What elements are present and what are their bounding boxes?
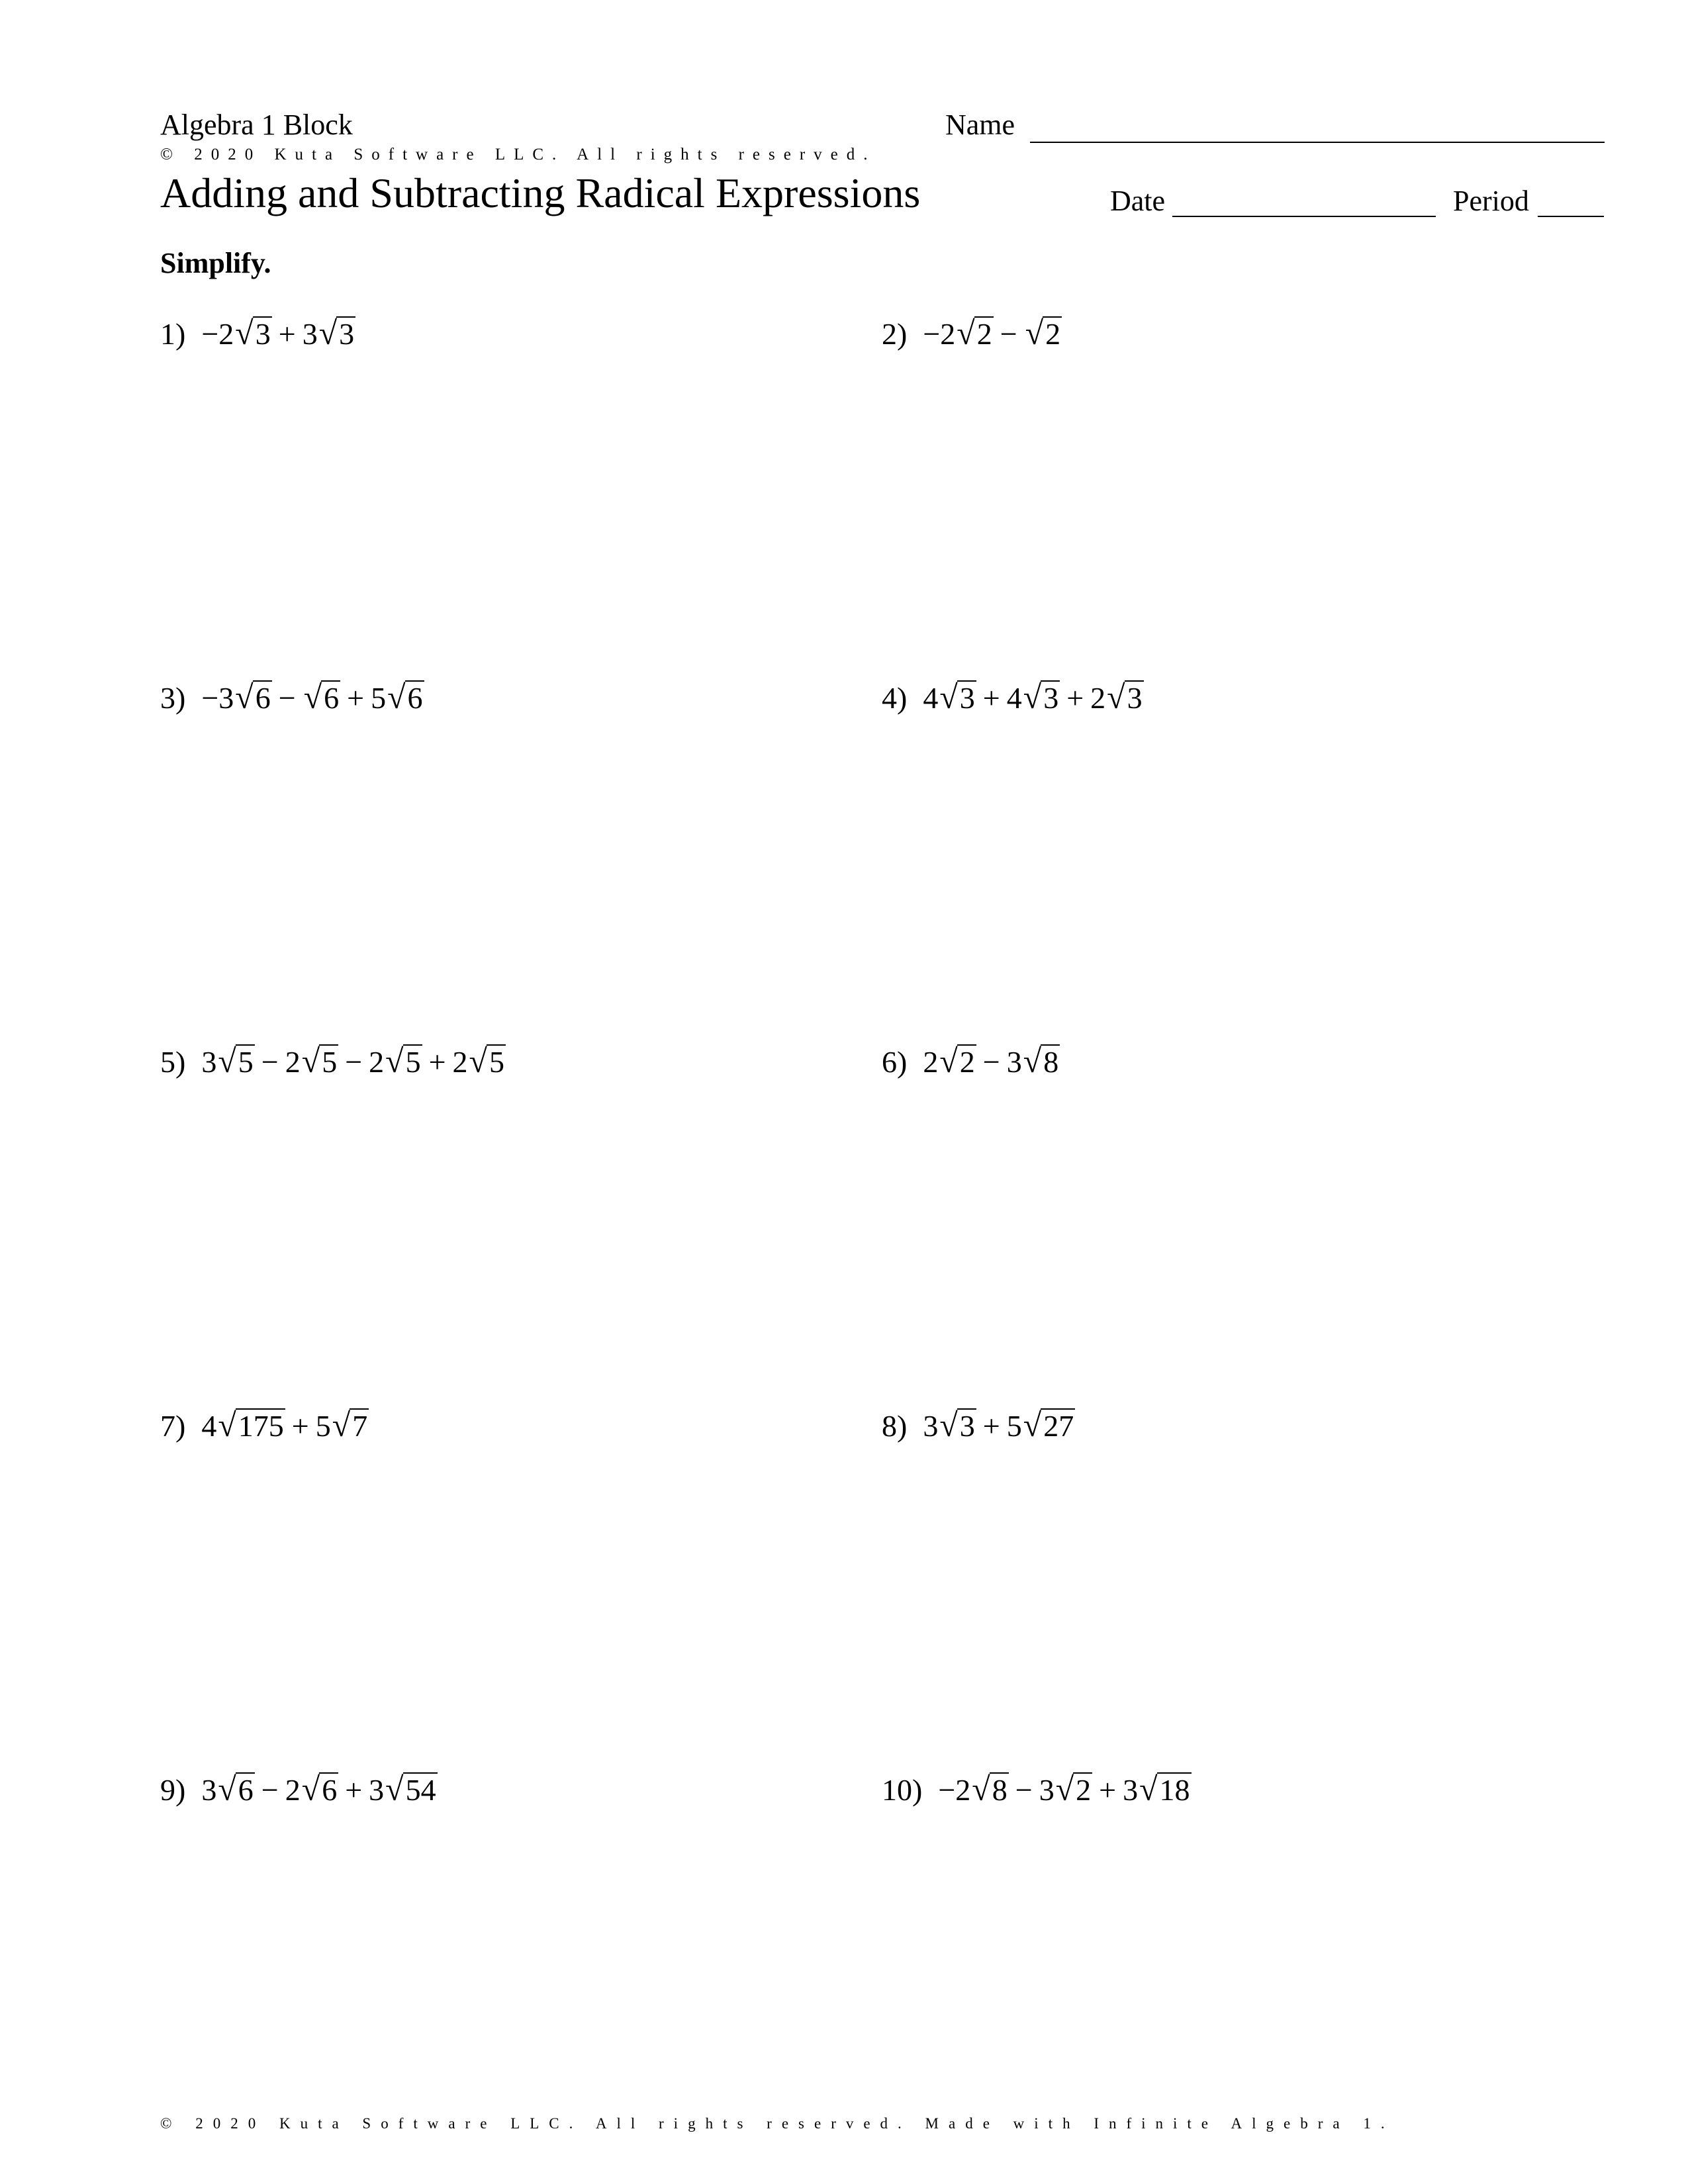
course-name: Algebra 1 Block (160, 109, 353, 141)
footer-copyright: © 2020 Kuta Software LLC. All rights reserved. Made with Infinite Algebra 1. (160, 2115, 1395, 2132)
operator: − (261, 1045, 279, 1079)
radicand: 5 (487, 1044, 506, 1077)
radical-expression (923, 1408, 1075, 1443)
radical-sign-icon: √ (1023, 1042, 1042, 1079)
problem-9 (160, 1772, 438, 1807)
radical-sign-icon: √ (1107, 678, 1125, 715)
problem-number: 5) (160, 1045, 186, 1079)
problem-number: 8) (882, 1409, 908, 1443)
problem-6 (882, 1044, 1060, 1079)
radical-sign-icon: √ (303, 678, 322, 715)
square-root (1023, 680, 1060, 713)
square-root (469, 1044, 506, 1077)
date-label: Date (1110, 185, 1166, 217)
radical-sign-icon: √ (939, 1406, 958, 1443)
radicand: 5 (403, 1044, 422, 1077)
square-root (304, 680, 340, 713)
operator: + (278, 317, 296, 351)
radical-sign-icon: √ (301, 1770, 320, 1807)
radical-sign-icon: √ (1055, 1770, 1074, 1807)
radical-sign-icon: √ (218, 1406, 236, 1443)
radical-sign-icon: √ (385, 1042, 404, 1079)
problem-1 (160, 316, 355, 351)
coefficient: 2 (452, 1045, 468, 1079)
square-root (1056, 1772, 1092, 1805)
operator: + (982, 1409, 1000, 1443)
problem-5 (160, 1044, 506, 1079)
radical-expression (923, 316, 1062, 351)
coefficient: 2 (285, 1045, 301, 1079)
square-root (302, 1772, 338, 1805)
square-root (385, 1772, 437, 1805)
coefficient: 2 (285, 1773, 301, 1807)
square-root (218, 1408, 285, 1441)
radicand: 2 (1073, 1772, 1092, 1805)
operator: − (1015, 1773, 1033, 1807)
coefficient: 3 (923, 1409, 939, 1443)
square-root (1139, 1772, 1191, 1805)
problem-number: 1) (160, 317, 186, 351)
problem-10 (882, 1772, 1192, 1807)
radicand: 3 (1041, 680, 1060, 713)
square-root (235, 316, 271, 349)
coefficient: 2 (923, 1045, 939, 1079)
radical-sign-icon: √ (957, 314, 975, 351)
radicand: 5 (236, 1044, 255, 1077)
period-label: Period (1453, 185, 1529, 217)
square-root (332, 1408, 369, 1441)
coefficient: 3 (1006, 1045, 1022, 1079)
radical-sign-icon: √ (218, 1042, 236, 1079)
radical-sign-icon: √ (385, 1770, 404, 1807)
operator: − (1000, 317, 1017, 351)
radical-sign-icon: √ (1139, 1770, 1158, 1807)
problem-number: 10) (882, 1773, 923, 1807)
coefficient: −2 (938, 1773, 971, 1807)
radicand: 3 (253, 316, 272, 349)
radicand: 7 (350, 1408, 369, 1441)
radicand: 27 (1041, 1408, 1075, 1441)
problem-2 (882, 316, 1062, 351)
radical-sign-icon: √ (1025, 314, 1044, 351)
operator: − (982, 1045, 1000, 1079)
radicand: 6 (236, 1772, 255, 1805)
radicand: 3 (1125, 680, 1144, 713)
operator: + (291, 1409, 309, 1443)
square-root (1107, 680, 1143, 713)
radicand: 6 (253, 680, 272, 713)
coefficient: 3 (369, 1773, 385, 1807)
coefficient: −2 (923, 317, 956, 351)
radicand: 54 (403, 1772, 438, 1805)
date-field-line[interactable] (1172, 216, 1436, 217)
radicand: 2 (1043, 316, 1062, 349)
radical-sign-icon: √ (1023, 678, 1042, 715)
square-root (1023, 1408, 1075, 1441)
problem-3 (160, 680, 424, 715)
coefficient: 5 (315, 1409, 331, 1443)
operator: − (261, 1773, 279, 1807)
radical-sign-icon: √ (387, 678, 406, 715)
radicand: 2 (957, 1044, 976, 1077)
copyright-notice: © 2020 Kuta Software LLC. All rights reserved. (160, 146, 876, 163)
problem-number: 3) (160, 681, 186, 715)
problem-number: 7) (160, 1409, 186, 1443)
radicand: 3 (336, 316, 355, 349)
square-root (218, 1772, 254, 1805)
instructions: Simplify. (160, 247, 271, 279)
coefficient: 5 (1006, 1409, 1022, 1443)
coefficient: 4 (923, 681, 939, 715)
radical-expression (201, 1772, 437, 1807)
operator: − (278, 681, 296, 715)
coefficient: 3 (1039, 1773, 1055, 1807)
operator: + (347, 681, 365, 715)
coefficient: 5 (371, 681, 387, 715)
radical-sign-icon: √ (469, 1042, 487, 1079)
square-root (387, 680, 424, 713)
radical-sign-icon: √ (301, 1042, 320, 1079)
radical-sign-icon: √ (1023, 1406, 1042, 1443)
operator: + (1099, 1773, 1117, 1807)
radicand: 6 (319, 1772, 338, 1805)
radical-expression (923, 1044, 1060, 1079)
coefficient: 4 (1006, 681, 1022, 715)
radical-expression (923, 680, 1143, 715)
coefficient: 2 (369, 1045, 385, 1079)
radical-expression (938, 1772, 1191, 1807)
name-label: Name (945, 109, 1015, 141)
radical-sign-icon: √ (939, 1042, 958, 1079)
radicand: 2 (974, 316, 994, 349)
worksheet-title: Adding and Subtracting Radical Expressions (160, 169, 921, 216)
radicand: 3 (957, 1408, 976, 1441)
problem-number: 2) (882, 317, 908, 351)
radical-sign-icon: √ (318, 314, 338, 351)
radical-expression (201, 316, 355, 351)
operator: − (345, 1045, 363, 1079)
square-root (939, 1044, 976, 1077)
problem-7 (160, 1408, 369, 1443)
square-root (972, 1772, 1008, 1805)
square-root (235, 680, 271, 713)
problem-number: 9) (160, 1773, 186, 1807)
operator: + (345, 1773, 363, 1807)
square-root (1025, 316, 1062, 349)
radicand: 8 (1041, 1044, 1060, 1077)
problem-number: 4) (882, 681, 908, 715)
coefficient: 3 (302, 317, 318, 351)
radicand: 3 (957, 680, 976, 713)
radical-sign-icon: √ (218, 1770, 236, 1807)
square-root (939, 680, 976, 713)
radicand: 6 (321, 680, 340, 713)
radical-sign-icon: √ (939, 678, 958, 715)
operator: + (428, 1045, 446, 1079)
problem-4 (882, 680, 1144, 715)
radical-sign-icon: √ (235, 678, 254, 715)
square-root (218, 1044, 254, 1077)
radical-expression (201, 680, 424, 715)
name-field-line[interactable] (1030, 142, 1605, 143)
radicand: 175 (236, 1408, 285, 1441)
radicand: 8 (990, 1772, 1009, 1805)
radicand: 18 (1157, 1772, 1192, 1805)
square-root (385, 1044, 422, 1077)
problem-8 (882, 1408, 1075, 1443)
coefficient: 3 (1123, 1773, 1139, 1807)
period-field-line[interactable] (1538, 216, 1604, 217)
radical-expression (201, 1408, 369, 1443)
square-root (939, 1408, 976, 1441)
square-root (302, 1044, 338, 1077)
square-root (957, 316, 993, 349)
coefficient: 4 (201, 1409, 217, 1443)
operator: + (982, 681, 1000, 715)
square-root (319, 316, 355, 349)
coefficient: 2 (1090, 681, 1106, 715)
radical-sign-icon: √ (332, 1406, 351, 1443)
radical-sign-icon: √ (235, 314, 254, 351)
coefficient: 3 (201, 1773, 217, 1807)
radicand: 5 (319, 1044, 338, 1077)
radical-expression (201, 1044, 506, 1079)
coefficient: −2 (201, 317, 234, 351)
operator: + (1066, 681, 1084, 715)
coefficient: −3 (201, 681, 234, 715)
radical-sign-icon: √ (972, 1770, 990, 1807)
square-root (1023, 1044, 1060, 1077)
radicand: 6 (405, 680, 424, 713)
coefficient: 3 (201, 1045, 217, 1079)
problem-number: 6) (882, 1045, 908, 1079)
